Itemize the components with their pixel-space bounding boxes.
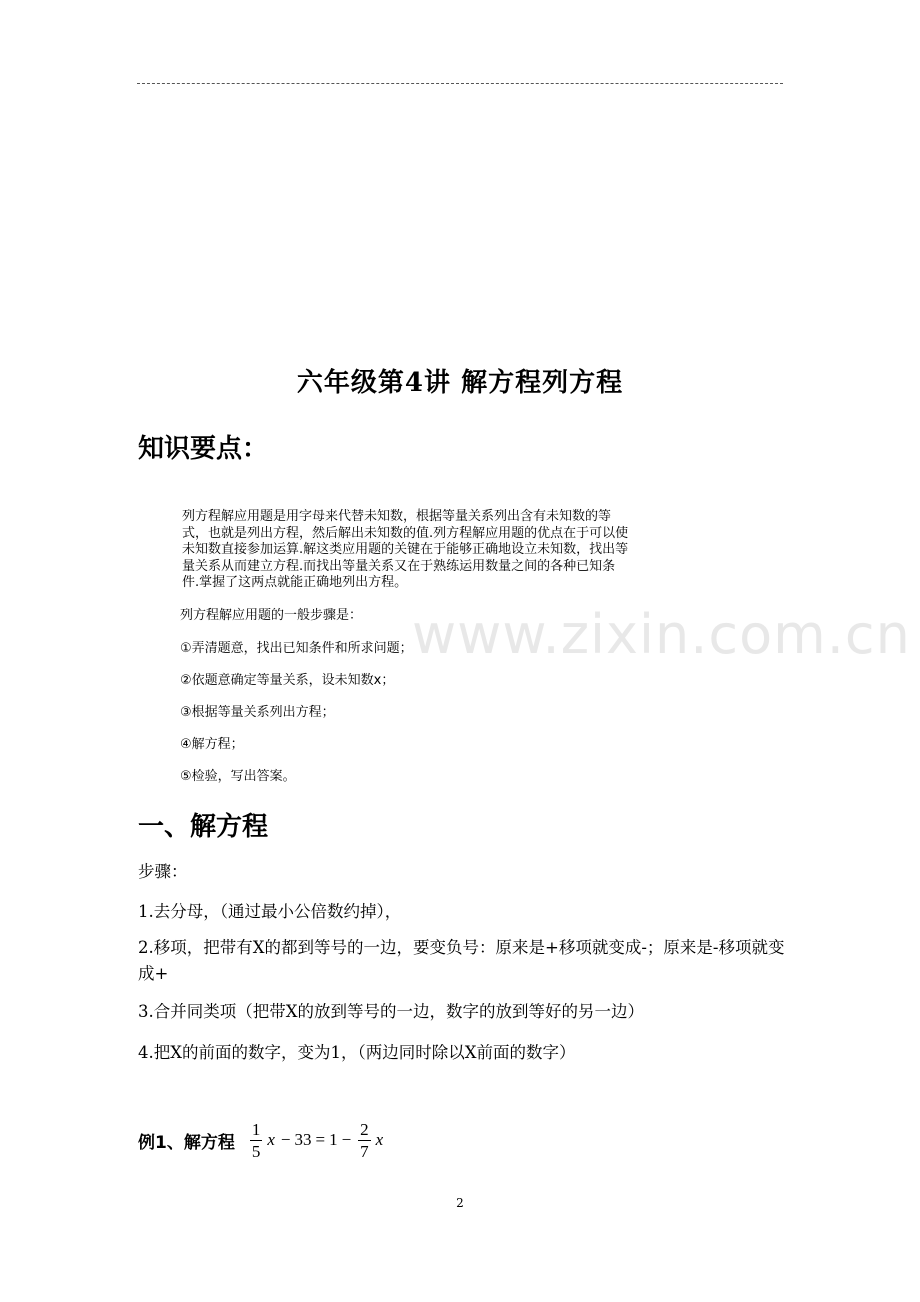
watermark: www.zixin.com.cn: [412, 603, 911, 666]
general-step-4: ④解方程；: [180, 737, 244, 752]
minus-sign: −: [280, 1130, 291, 1149]
solve-step-3: 3.合并同类项（把带X的放到等号的一边，数字的放到等好的另一边）: [138, 1002, 644, 1021]
header-rule: [137, 83, 783, 84]
constant-1: 1: [329, 1130, 338, 1149]
solve-step-1: 1.去分母，（通过最小公倍数约掉），: [138, 902, 402, 921]
fraction-numerator: 1: [251, 1119, 261, 1139]
fraction-numerator-2: 2: [360, 1119, 369, 1139]
example-equation: [247, 1121, 385, 1160]
steps-label: 步骤：: [138, 862, 188, 881]
knowledge-points-heading: 知识要点：: [138, 434, 269, 464]
solve-equation-heading: 一、解方程: [138, 812, 269, 842]
page-number: 2: [456, 1196, 464, 1210]
general-step-5: ⑤检验，写出答案。: [180, 769, 296, 784]
general-step-2: ②依题意确定等量关系，设未知数x；: [180, 673, 395, 688]
general-step-1: ①弄清题意，找出已知条件和所求问题；: [180, 641, 413, 656]
solve-step-2: 2.移项，把带有X的都到等号的一边，要变负号：原来是+移项就变成-；原来是-移项就变成+: [138, 938, 785, 983]
variable-x-2: x: [375, 1130, 384, 1149]
constant-33: 33: [294, 1130, 312, 1149]
fraction-one-fifth: [250, 1121, 263, 1160]
example-label: 例1、解方程: [138, 1132, 235, 1153]
fraction-denominator-2: 7: [360, 1141, 369, 1161]
general-steps-intro: 列方程解应用题的一般步骤是：: [180, 608, 363, 623]
fraction-denominator: 5: [251, 1141, 261, 1161]
example-1: [138, 1115, 385, 1165]
equals-sign: =: [315, 1130, 326, 1149]
knowledge-points-intro: 列方程解应用题是用字母来代替未知数，根据等量关系列出含有未知数的等式，也就是列出方程，然后解出未知数的值.列方程解应用题的优点在于可以使未知数直接参加运算.解这类应用题的关键在于能够正确地设立未知数，找出等量关系从而建立方程.而找出等量关系又在于熟练运用数量之间的各种已知条件.掌握了这两点就能正确地列出方程。: [182, 509, 629, 590]
page-title: 六年级第4讲 解方程列方程: [296, 368, 624, 398]
variable-x: x: [267, 1130, 275, 1149]
minus-sign-2: −: [341, 1130, 352, 1149]
solve-step-4: 4.把X的前面的数字，变为1，（两边同时除以X前面的数字）: [138, 1043, 576, 1062]
fraction-two-sevenths: [358, 1121, 371, 1160]
general-step-3: ③根据等量关系列出方程；: [180, 705, 335, 720]
